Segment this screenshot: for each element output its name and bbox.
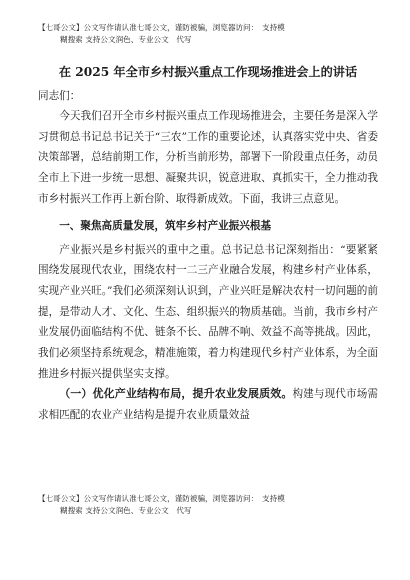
watermark-footer <box>38 493 378 517</box>
subsection-1-paragraph <box>38 384 378 425</box>
footer-line-2: 糊搜索 支持公文润色、专业公文 代写 <box>60 506 192 515</box>
section-1-heading: 一、聚焦高质量发展，筑牢乡村产业振兴根基 <box>59 219 272 232</box>
header-line-2: 糊搜索 支持公文润色、专业公文 代写 <box>60 35 192 44</box>
footer-line-1: 【七哥公文】公文写作请认准七哥公文，谨防被骗，浏览器访问： 支持模 <box>38 494 285 503</box>
watermark-header <box>38 22 378 46</box>
document-body <box>38 64 378 426</box>
section-1-paragraph: 产业振兴是乡村振兴的重中之重。总书记总书记深刻指出：“要紧紧围绕发展现代农业，围绕农村一二三产业融合发展，构建乡村产业体系，实现产业兴旺。”我们必须深刻认识到，产业兴旺是解决农村一切问题的前提，是带动人才、文化、生态、组织振兴的物质基础。当前，我市乡村产业发展仍面临结构不优、链条不长、品牌不响、效益不高等挑战。因此，我们必须坚持系统观念，精准施策，着力构建现代乡村产业体系，为全面推进乡村振兴提供坚实支撑。 <box>38 243 378 380</box>
subsection-1-heading: （一）优化产业结构布局，提升农业发展质效。 <box>59 387 293 401</box>
document-title: 在 2025 年全市乡村振兴重点工作现场推进会上的讲话 <box>58 65 358 79</box>
subsection-1-text: 构建与现代市场需求相匹配的农业产业结构是提升农业质量效益 <box>38 388 378 422</box>
intro-paragraph: 今天我们召开全市乡村振兴重点工作现场推进会，主要任务是深入学习贯彻总书记总书记关于“三农”工作的重要论述，认真落实党中央、省委决策部署，总结前期工作，分析当前形势，部署下一阶段重点任务，动员全市上下进一步统一思想、凝聚共识，锐意进取、真抓实干，全力推动我市乡村振兴工作再上新台阶、取得新成效。下面，我讲三点意见。 <box>38 110 378 205</box>
header-line-1: 【七哥公文】公文写作请认准七哥公文，谨防被骗，浏览器访问： 支持模 <box>38 23 285 32</box>
salutation: 同志们： <box>38 90 81 102</box>
